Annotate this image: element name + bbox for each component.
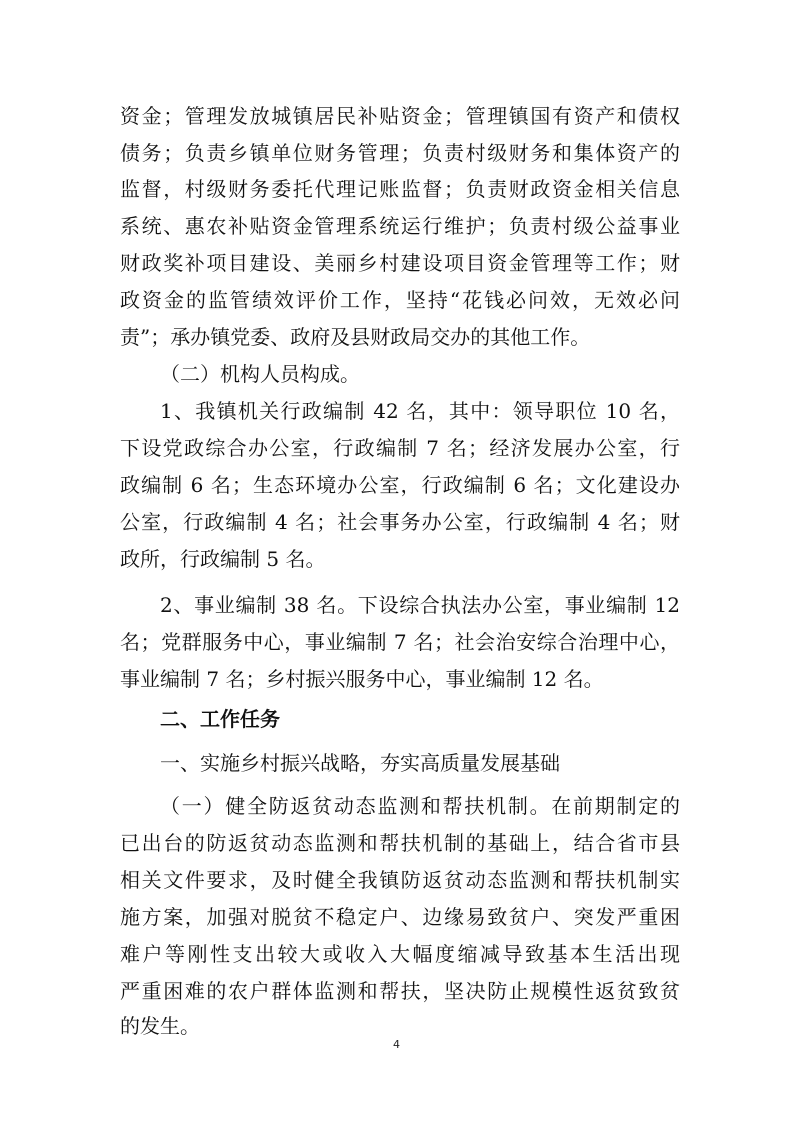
text-line: 债务；负责乡镇单位财务管理；负责村级财务和集体资产的 [120, 141, 680, 165]
section-heading: 二、工作任务 [160, 707, 280, 731]
page-number: 4 [393, 1038, 400, 1051]
text-line: 的发生。 [120, 1014, 200, 1038]
text-line: 政资金的监管绩效评价工作，坚持“花钱必问效，无效必问 [120, 288, 680, 312]
text-line: 事业编制 7 名；乡村振兴服务中心，事业编制 12 名。 [120, 667, 604, 691]
text-line: 财政奖补项目建设、美丽乡村建设项目资金管理等工作；财 [120, 251, 680, 275]
text-line: 施方案，加强对脱贫不稳定户、边缘易致贫户、突发严重困 [120, 905, 680, 929]
section-subheading: 一、实施乡村振兴战略，夯实高质量发展基础 [160, 751, 560, 775]
text-line: 难户等刚性支出较大或收入大幅度缩减导致基本生活出现 [120, 942, 680, 966]
text-line: 政所，行政编制 5 名。 [120, 547, 326, 571]
text-line: 监督，村级财务委托代理记账监督；负责财政资金相关信息 [120, 177, 680, 201]
text-line: 名；党群服务中心，事业编制 7 名；社会治安综合治理中心， [120, 630, 680, 654]
text-line: （一）健全防返贫动态监测和帮扶机制。在前期制定的 [160, 794, 680, 818]
text-line: 严重困难的农户群体监测和帮扶，坚决防止规模性返贫致贫 [120, 979, 680, 1003]
text-line: 相关文件要求，及时健全我镇防返贫动态监测和帮扶机制实 [120, 868, 680, 892]
text-line: 政编制 6 名；生态环境办公室，行政编制 6 名；文化建设办 [120, 473, 680, 497]
text-line: 公室，行政编制 4 名；社会事务办公室，行政编制 4 名；财 [120, 510, 680, 534]
section-subheading: （二）机构人员构成。 [160, 362, 360, 386]
text-line: 已出台的防返贫动态监测和帮扶机制的基础上，结合省市县 [120, 831, 680, 855]
text-line: 系统、惠农补贴资金管理系统运行维护；负责村级公益事业 [120, 214, 680, 238]
text-line: 下设党政综合办公室，行政编制 7 名；经济发展办公室，行 [120, 436, 680, 460]
text-line: 2、事业编制 38 名。下设综合执法办公室，事业编制 12 [160, 593, 680, 617]
text-line: 1、我镇机关行政编制 42 名，其中：领导职位 10 名， [160, 399, 680, 423]
text-line: 责”；承办镇党委、政府及县财政局交办的其他工作。 [120, 325, 591, 349]
text-line: 资金；管理发放城镇居民补贴资金；管理镇国有资产和债权 [120, 104, 680, 128]
